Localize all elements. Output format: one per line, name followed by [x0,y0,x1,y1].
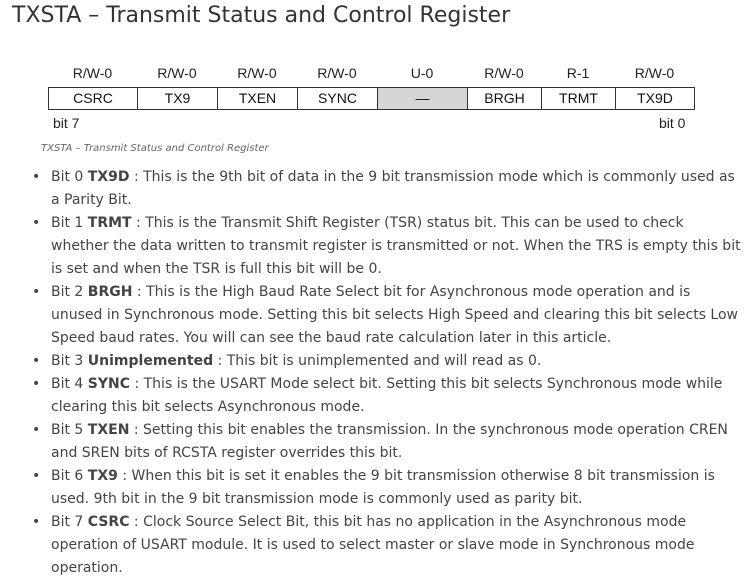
list-item: • Bit 2 BRGH : This is the High Baud Rate Select bit for Asynchronous mode operation and is unused in Synchronous mode. Setting this bit selects High Speed and clearing this bit selects Low Speed baud rates. You will can see the baud rate calculation later in this article. [30,281,742,350]
figure-caption: TXSTA – Transmit Status and Control Register [41,143,269,154]
bit4-cell: SYNC [298,88,378,110]
bit0-cell: TX9D [616,88,695,110]
access-type-bit1: R-1 [566,65,590,81]
bullet: • [32,169,41,185]
bullet: • [32,376,41,392]
bit-name: TX9D [87,169,130,185]
list-item: • Bit 1 TRMT : This is the Transmit Shift Register (TSR) status bit. This can be used to check whether the data written to transmit register is transmitted or not. When the TRS is empty this bit is set and when the TSR is full this bit will be 0. [30,212,742,281]
list-item: • Bit 0 TX9D : This is the 9th bit of data in the 9 bit transmission mode which is commonly used as a Parity Bit. [30,166,742,212]
access-type-bit2: R/W-0 [484,65,524,81]
bit6-cell: TX9 [138,88,218,110]
register-bit-table [48,87,695,110]
bit5-cell: TXEN [218,88,298,110]
access-type-bit3: U-0 [410,65,434,81]
msb-label: bit 7 [53,115,80,131]
list-item: • Bit 3 Unimplemented : This bit is unimplemented and will read as 0. [30,350,742,373]
bit2-cell: BRGH [468,88,542,110]
access-type-bit5: R/W-0 [237,65,277,81]
page-title: TXSTA – Transmit Status and Control Register [12,3,511,28]
list-item: • Bit 6 TX9 : When this bit is set it enables the 9 bit transmission otherwise 8 bit transmission is used. 9th bit in the 9 bit transmission mode is commonly used as parity bit. [30,465,742,511]
bit-name: TX9 [87,468,118,484]
bit1-cell: TRMT [542,88,616,110]
list-item: • Bit 7 CSRC : Clock Source Select Bit, this bit has no application in the Asynchronous mode operation of USART module. It is used to select master or slave mode in Synchronous mode operation. [30,511,742,580]
access-type-bit6: R/W-0 [157,65,197,81]
bullet: • [32,468,41,484]
access-type-bit7: R/W-0 [72,65,113,81]
bullet: • [32,514,41,530]
bit-name: Unimplemented [87,353,214,369]
register-bit-row [49,88,695,110]
bit3-cell-unimplemented: — [378,88,468,110]
bit-name: TRMT [87,215,132,231]
access-type-bit4: R/W-0 [317,65,357,81]
access-type-row [48,62,694,84]
bit-name: BRGH [87,284,133,300]
bit-name: SYNC [87,376,131,392]
bit-description-list [30,166,742,580]
list-item: • Bit 5 TXEN : Setting this bit enables the transmission. In the synchronous mode operation CREN and SREN bits of RCSTA register overrides this bit. [30,419,742,465]
bullet: • [32,422,41,438]
bullet: • [32,284,41,300]
list-item: • Bit 4 SYNC : This is the USART Mode select bit. Setting this bit selects Synchronous mode while clearing this bit selects Asynchronous mode. [30,373,742,419]
bullet: • [32,215,41,231]
bit-name: TXEN [87,422,130,438]
bit-name: CSRC [87,514,130,530]
bit7-cell: CSRC [49,88,138,110]
access-type-bit0: R/W-0 [634,65,675,81]
lsb-label: bit 0 [659,115,686,131]
bullet: • [32,353,41,369]
